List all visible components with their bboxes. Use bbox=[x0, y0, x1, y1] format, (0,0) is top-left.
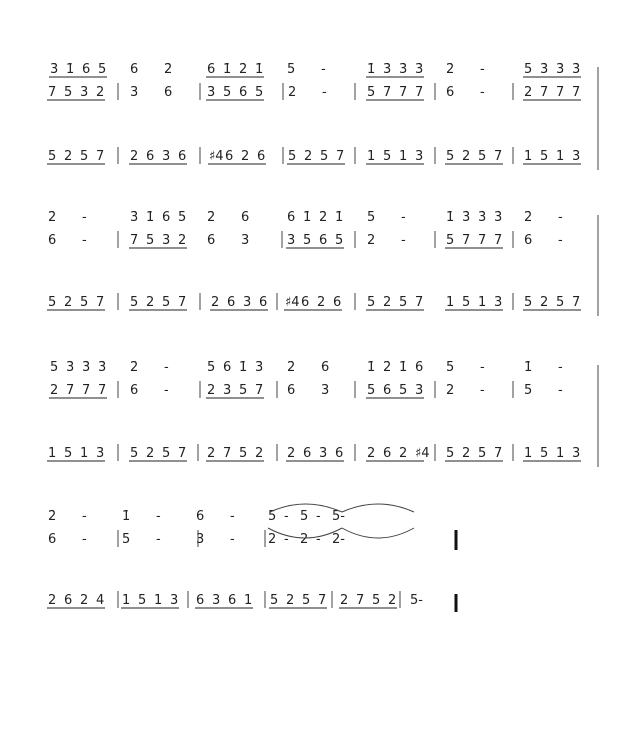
note-token: ♯4 bbox=[285, 295, 300, 310]
note-token: 3̇ bbox=[462, 210, 471, 225]
note-token: 7 bbox=[98, 383, 107, 398]
notation-line bbox=[47, 293, 581, 310]
note-token: 7 bbox=[96, 149, 105, 164]
note-token: 2 bbox=[130, 149, 139, 164]
note-token: ♯4 bbox=[415, 446, 430, 461]
note-token: 6 bbox=[415, 360, 424, 375]
note-token: 1̇ bbox=[66, 62, 75, 77]
note-token: - bbox=[164, 383, 169, 398]
score-system bbox=[47, 62, 598, 170]
note-token: 3 bbox=[415, 383, 424, 398]
note-token: - bbox=[82, 532, 87, 547]
note-token: 7 bbox=[130, 233, 139, 248]
note-token: 2 bbox=[462, 446, 471, 461]
note-token: 7 bbox=[415, 295, 424, 310]
note-token: 7 bbox=[178, 295, 187, 310]
note-token: 5 bbox=[178, 210, 187, 225]
note-token: 2 bbox=[288, 85, 297, 100]
note-token: 5 bbox=[446, 446, 455, 461]
note-token: - bbox=[230, 532, 235, 547]
note-token: 5 bbox=[239, 446, 248, 461]
note-token: 3 bbox=[415, 149, 424, 164]
note-token: 5 bbox=[130, 295, 139, 310]
note-token: 2 bbox=[383, 295, 392, 310]
note-token: 6 bbox=[241, 210, 250, 225]
note-token: 2 bbox=[540, 295, 549, 310]
note-token: 3̇ bbox=[415, 62, 424, 77]
note-token: 2 bbox=[178, 233, 187, 248]
note-token: 7 bbox=[48, 85, 57, 100]
note-token: 2 bbox=[340, 593, 349, 608]
note-token: 6 bbox=[207, 233, 216, 248]
note-token: 2̇ bbox=[207, 210, 216, 225]
note-token: 7 bbox=[494, 233, 503, 248]
note-token: 1 bbox=[399, 149, 408, 164]
note-token: - bbox=[284, 509, 289, 524]
note-token: 3̇ bbox=[572, 62, 581, 77]
note-token: 1̇ bbox=[255, 62, 264, 77]
note-token: 3 bbox=[196, 532, 205, 547]
note-token: 6 bbox=[48, 233, 57, 248]
note-token: 2 bbox=[367, 233, 376, 248]
note-token: 3 bbox=[223, 383, 232, 398]
note-token: 3 bbox=[572, 149, 581, 164]
note-token: 5 bbox=[287, 62, 296, 77]
note-token: 1̇ bbox=[146, 210, 155, 225]
note-token: - bbox=[480, 383, 485, 398]
note-token: 2̇ bbox=[383, 360, 392, 375]
note-token: 3̇ bbox=[82, 360, 91, 375]
note-token: 6 bbox=[178, 149, 187, 164]
note-token: 5 bbox=[446, 360, 455, 375]
note-token: 6 bbox=[287, 210, 296, 225]
note-token: 1 bbox=[367, 149, 376, 164]
note-token: 5 bbox=[540, 149, 549, 164]
note-token: 2̇ bbox=[287, 360, 296, 375]
note-token: 5- bbox=[332, 509, 345, 524]
note-token: 2 bbox=[50, 383, 59, 398]
note-token: 2 bbox=[64, 295, 73, 310]
note-token: 2̇ bbox=[319, 210, 328, 225]
note-token: 1 bbox=[556, 149, 565, 164]
note-token: 2̇ bbox=[48, 509, 57, 524]
note-token: 6 bbox=[223, 360, 232, 375]
note-token: 2̇ bbox=[48, 210, 57, 225]
note-token: 7 bbox=[540, 85, 549, 100]
note-token: 5 bbox=[162, 446, 171, 461]
note-token: 5 bbox=[239, 383, 248, 398]
note-token: 3 bbox=[212, 593, 221, 608]
note-token: 6 bbox=[48, 532, 57, 547]
notation-line bbox=[48, 231, 563, 248]
note-token: 5 bbox=[48, 295, 57, 310]
note-token: 7 bbox=[556, 85, 565, 100]
note-token: 6 bbox=[130, 383, 139, 398]
note-token: 5 bbox=[446, 149, 455, 164]
note-token: - bbox=[480, 62, 485, 77]
note-token: 2 bbox=[300, 532, 309, 547]
notation-line bbox=[50, 360, 563, 375]
note-token: 7 bbox=[478, 233, 487, 248]
note-token: 1̇ bbox=[335, 210, 344, 225]
note-token: 5 bbox=[64, 446, 73, 461]
note-token: 6 bbox=[239, 85, 248, 100]
note-token: 7 bbox=[383, 85, 392, 100]
note-token: 3̇ bbox=[494, 210, 503, 225]
note-token: 6 bbox=[225, 149, 234, 164]
score-system bbox=[47, 360, 598, 467]
note-token: 5 bbox=[300, 509, 309, 524]
note-token: 6 bbox=[383, 383, 392, 398]
note-token: 7 bbox=[82, 383, 91, 398]
note-token: 2 bbox=[48, 593, 57, 608]
note-token: 7 bbox=[178, 446, 187, 461]
note-token: 2 bbox=[255, 446, 264, 461]
notation-layer bbox=[47, 62, 598, 612]
note-token: 3 bbox=[241, 233, 250, 248]
note-token: 3̇ bbox=[66, 360, 75, 375]
note-token: 5 bbox=[302, 593, 311, 608]
note-token: 5 bbox=[524, 383, 533, 398]
notation-line bbox=[48, 210, 563, 225]
note-token: 5 bbox=[367, 210, 376, 225]
note-token: 2̇ bbox=[130, 360, 139, 375]
note-token: 1 bbox=[524, 446, 533, 461]
note-token: 2̇ bbox=[164, 62, 173, 77]
note-token: - bbox=[284, 532, 289, 547]
note-token: 7 bbox=[356, 593, 365, 608]
note-token: 5 bbox=[48, 149, 57, 164]
note-token: 3 bbox=[96, 446, 105, 461]
note-token: 7 bbox=[399, 85, 408, 100]
notation-line bbox=[48, 530, 345, 547]
note-token: 3̇ bbox=[50, 62, 59, 77]
note-token: - bbox=[558, 383, 563, 398]
note-token: 2 bbox=[96, 85, 105, 100]
note-token: 6 bbox=[257, 149, 266, 164]
note-token: 5 bbox=[146, 233, 155, 248]
note-token: 7 bbox=[255, 383, 264, 398]
note-token: 6 bbox=[301, 295, 310, 310]
note-token: 5 bbox=[270, 593, 279, 608]
note-token: 1̇ bbox=[367, 360, 376, 375]
note-token: 2 bbox=[207, 383, 216, 398]
note-token: 6 bbox=[130, 62, 139, 77]
note-token: 2̇ bbox=[239, 62, 248, 77]
note-token: 1 bbox=[524, 149, 533, 164]
note-token: 7 bbox=[415, 85, 424, 100]
note-token: 6 bbox=[162, 210, 171, 225]
note-token: - bbox=[316, 532, 321, 547]
note-token: 3 bbox=[130, 85, 139, 100]
note-token: - bbox=[156, 509, 161, 524]
note-token: 7 bbox=[318, 593, 327, 608]
note-token: - bbox=[321, 62, 326, 77]
note-token: 6 bbox=[164, 85, 173, 100]
note-token: - bbox=[558, 360, 563, 375]
note-token: 5 bbox=[335, 233, 344, 248]
note-token: 2 bbox=[462, 149, 471, 164]
notation-line bbox=[48, 509, 345, 524]
note-token: 5 bbox=[367, 383, 376, 398]
note-token: 6 bbox=[64, 593, 73, 608]
note-token: 3̇ bbox=[130, 210, 139, 225]
note-token: 6 bbox=[333, 295, 342, 310]
note-token: ♯4 bbox=[209, 149, 224, 164]
note-token: 5 bbox=[556, 295, 565, 310]
note-token: 3 bbox=[170, 593, 179, 608]
note-token: 4 bbox=[96, 593, 105, 608]
note-token: 5 bbox=[303, 233, 312, 248]
note-token: 1̇ bbox=[367, 62, 376, 77]
note-token: 1 bbox=[48, 446, 57, 461]
note-token: - bbox=[82, 509, 87, 524]
note-token: 6 bbox=[196, 593, 205, 608]
note-token: - bbox=[230, 509, 235, 524]
note-token: 5 bbox=[288, 149, 297, 164]
note-token: 5 bbox=[138, 593, 147, 608]
note-token: 2 bbox=[287, 446, 296, 461]
note-token: 5 bbox=[130, 446, 139, 461]
note-token: 5 bbox=[367, 85, 376, 100]
note-token: 7 bbox=[66, 383, 75, 398]
note-token: 5 bbox=[50, 360, 59, 375]
note-token: 7 bbox=[572, 295, 581, 310]
note-token: 5 bbox=[478, 446, 487, 461]
note-token: 6 bbox=[228, 593, 237, 608]
note-token: - bbox=[401, 233, 406, 248]
notation-line bbox=[47, 444, 581, 461]
note-token: 1 bbox=[478, 295, 487, 310]
note-token: - bbox=[316, 509, 321, 524]
note-token: 2̇ bbox=[524, 210, 533, 225]
note-token: 7 bbox=[494, 149, 503, 164]
note-token: 2̇ bbox=[446, 62, 455, 77]
note-token: 5 bbox=[255, 85, 264, 100]
note-token: - bbox=[558, 233, 563, 248]
note-token: 7 bbox=[336, 149, 345, 164]
note-token: 3 bbox=[494, 295, 503, 310]
note-token: 5 bbox=[268, 509, 277, 524]
note-token: 6 bbox=[196, 509, 205, 524]
note-token: 2 bbox=[524, 85, 533, 100]
note-token: 2 bbox=[80, 593, 89, 608]
note-token: 2 bbox=[367, 446, 376, 461]
note-token: 6 bbox=[319, 233, 328, 248]
note-token: 6 bbox=[82, 62, 91, 77]
note-token: 1̇ bbox=[446, 210, 455, 225]
notation-line bbox=[47, 83, 581, 100]
note-token: 5 bbox=[383, 149, 392, 164]
note-token: 5 bbox=[320, 149, 329, 164]
note-token: 3̇ bbox=[478, 210, 487, 225]
note-token: 3̇ bbox=[255, 360, 264, 375]
note-token: 1̇ bbox=[399, 360, 408, 375]
note-token: - bbox=[82, 233, 87, 248]
note-token: 5 bbox=[162, 295, 171, 310]
note-token: - bbox=[164, 360, 169, 375]
note-token: 6 bbox=[146, 149, 155, 164]
note-token: - bbox=[480, 360, 485, 375]
note-token: 1 bbox=[122, 593, 131, 608]
note-token: - bbox=[558, 210, 563, 225]
note-token: 6 bbox=[321, 360, 330, 375]
note-token: 2 bbox=[286, 593, 295, 608]
note-token: 5 bbox=[446, 233, 455, 248]
note-token: 5 bbox=[524, 62, 533, 77]
note-token: 5- bbox=[410, 593, 423, 608]
note-token: 6 bbox=[303, 446, 312, 461]
note-token: 7 bbox=[223, 446, 232, 461]
note-token: 3̇ bbox=[399, 62, 408, 77]
note-token: 3 bbox=[319, 446, 328, 461]
note-token: 5 bbox=[122, 532, 131, 547]
note-token: 2 bbox=[146, 295, 155, 310]
note-token: 5 bbox=[64, 85, 73, 100]
note-token: 5 bbox=[540, 446, 549, 461]
note-token: 1 bbox=[244, 593, 253, 608]
note-token: 3̇ bbox=[98, 360, 107, 375]
note-token: 5 bbox=[98, 62, 107, 77]
note-token: 2 bbox=[304, 149, 313, 164]
note-token: 1 bbox=[446, 295, 455, 310]
note-token: 5 bbox=[80, 295, 89, 310]
note-token: - bbox=[322, 85, 327, 100]
note-token: 7 bbox=[572, 85, 581, 100]
note-token: 3 bbox=[287, 233, 296, 248]
notation-line bbox=[49, 62, 581, 77]
note-token: 5 bbox=[524, 295, 533, 310]
note-token: 2 bbox=[399, 446, 408, 461]
note-token: 1̇ bbox=[303, 210, 312, 225]
note-token: 3̇ bbox=[540, 62, 549, 77]
note-token: 7 bbox=[494, 446, 503, 461]
note-token: 1̇ bbox=[122, 509, 131, 524]
note-token: 5 bbox=[372, 593, 381, 608]
score-system bbox=[47, 210, 598, 316]
note-token: 3 bbox=[162, 233, 171, 248]
note-token: - bbox=[156, 532, 161, 547]
note-token: 6 bbox=[287, 383, 296, 398]
note-token: 6 bbox=[524, 233, 533, 248]
note-token: - bbox=[401, 210, 406, 225]
note-token: 1 bbox=[556, 446, 565, 461]
note-token: 3 bbox=[162, 149, 171, 164]
note-token: 2 bbox=[388, 593, 397, 608]
note-token: 7 bbox=[96, 295, 105, 310]
note-token: 1̇ bbox=[239, 360, 248, 375]
note-token: 5 bbox=[80, 149, 89, 164]
note-token: 3 bbox=[321, 383, 330, 398]
slur bbox=[342, 504, 414, 512]
note-token: 1 bbox=[154, 593, 163, 608]
note-token: 1̇ bbox=[524, 360, 533, 375]
note-token: 2 bbox=[241, 149, 250, 164]
note-token: 6 bbox=[446, 85, 455, 100]
note-token: 3 bbox=[207, 85, 216, 100]
notation-line bbox=[49, 381, 563, 398]
slur bbox=[342, 528, 414, 538]
note-token: 6 bbox=[383, 446, 392, 461]
note-token: 3 bbox=[80, 85, 89, 100]
notation-line bbox=[47, 591, 423, 608]
note-token: 1 bbox=[80, 446, 89, 461]
note-token: 2 bbox=[446, 383, 455, 398]
note-token: - bbox=[82, 210, 87, 225]
note-token: 3̇ bbox=[383, 62, 392, 77]
note-token: 3̇ bbox=[556, 62, 565, 77]
note-token: 1̇ bbox=[223, 62, 232, 77]
note-token: 6 bbox=[227, 295, 236, 310]
note-token: 2 bbox=[146, 446, 155, 461]
note-token: 5 bbox=[207, 360, 216, 375]
note-token: 6 bbox=[335, 446, 344, 461]
note-token: 6 bbox=[259, 295, 268, 310]
note-token: 2 bbox=[268, 532, 277, 547]
note-token: 5 bbox=[399, 383, 408, 398]
note-token: 7 bbox=[462, 233, 471, 248]
note-token: 5 bbox=[399, 295, 408, 310]
note-token: 2 bbox=[64, 149, 73, 164]
note-token: 2 bbox=[211, 295, 220, 310]
note-token: 5 bbox=[478, 149, 487, 164]
note-token: 3 bbox=[572, 446, 581, 461]
note-token: 6 bbox=[207, 62, 216, 77]
note-token: 2 bbox=[207, 446, 216, 461]
note-token: 5 bbox=[367, 295, 376, 310]
notation-line bbox=[47, 147, 581, 164]
score-system bbox=[47, 509, 423, 608]
note-token: 2 bbox=[317, 295, 326, 310]
note-token: 2- bbox=[332, 532, 345, 547]
note-token: 3 bbox=[243, 295, 252, 310]
note-token: 5 bbox=[462, 295, 471, 310]
note-token: 5 bbox=[223, 85, 232, 100]
note-token: - bbox=[480, 85, 485, 100]
